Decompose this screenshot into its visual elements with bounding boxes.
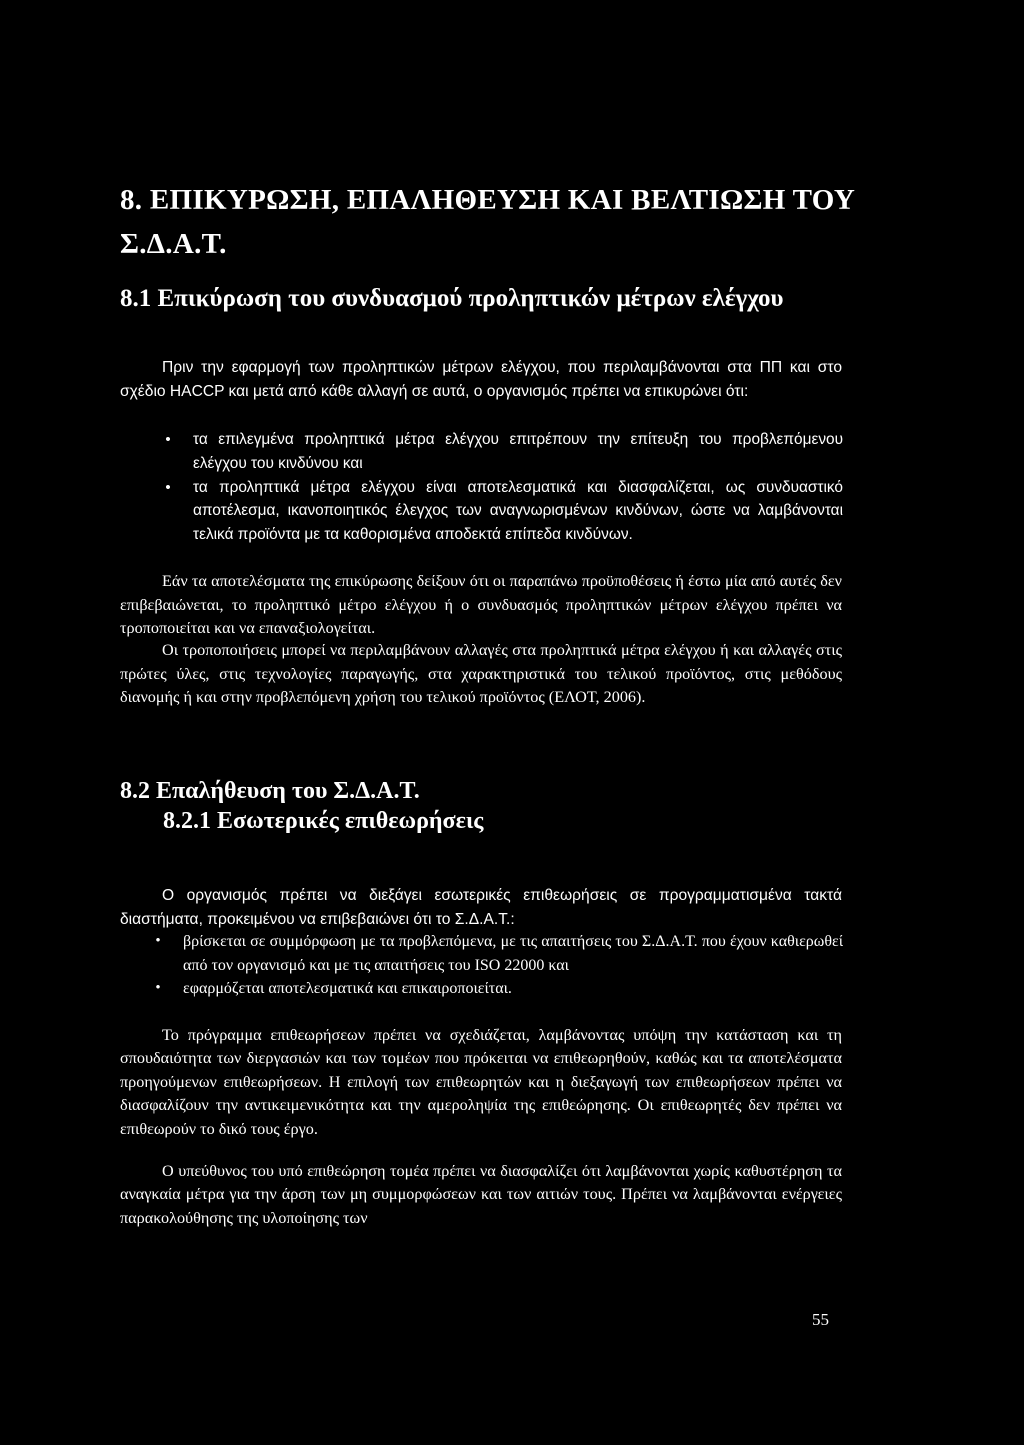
- bullet-text: εφαρμόζεται αποτελεσματικά και επικαιροποιείται.: [183, 980, 512, 997]
- section-8-1-bullet-list: [163, 428, 843, 547]
- list-item: [153, 977, 843, 1001]
- section-8-2-1-paragraph-1: Το πρόγραμμα επιθεωρήσεων πρέπει να σχεδιάζεται, λαμβάνοντας υπόψη την κατάσταση και τη σπουδαιότητα των διεργασιών και των τομέων που πρόκειται να επιθεωρηθούν, καθώς και τα αποτελέσματα προηγούμενων επιθεωρήσεων. Η επιλογή των επιθεωρητών και η διεξαγωγή των επιθεωρήσεων πρέπει να διασφαλίζουν την αντικειμενικότητα και την αμεροληψία της επιθεώρησης. Οι επιθεωρητές δεν πρέπει να επιθεωρούν το δικό τους έργο.: [120, 1026, 842, 1138]
- list-item: [163, 428, 843, 476]
- section-8-1-heading: 8.1 Επικύρωση του συνδυασμού προληπτικών μέτρων ελέγχου: [120, 285, 784, 312]
- bullet-text: τα προληπτικά μέτρα ελέγχου είναι αποτελεσματικά και διασφαλίζεται, ως συνδυαστικό αποτέλεσμα, ικανοποιητικός έλεγχος των αναγνωρισμένων κινδύνων, ώστε να λαμβάνονται τελικά προϊόντα με τα καθορισμένα αποδεκτά επίπεδα κινδύνων.: [193, 478, 843, 544]
- bullet-icon: •: [165, 431, 171, 448]
- list-item: [153, 930, 843, 977]
- section-8-1-paragraph-1: Εάν τα αποτελέσματα της επικύρωσης δείξουν ότι οι παραπάνω προϋποθέσεις ή έστω μία από αυτές δεν επιβεβαιώνεται, το προληπτικό μέτρο ελέγχου ή ο συνδυασμός προληπτικών μέτρων ελέγχου πρέπει να τροποποιείται και να επαναξιολογείται.: [120, 572, 842, 637]
- section-8-2-1-intro: Ο οργανισμός πρέπει να διεξάγει εσωτερικές επιθεωρήσεις σε προγραμματισμένα τακτά διαστήματα, προκειμένου να επιβεβαιώνει ότι το Σ.Δ.Α.Τ.:: [120, 887, 842, 928]
- page-number: 55: [812, 1310, 829, 1329]
- list-item: [163, 476, 843, 547]
- section-8-1-intro: Πριν την εφαρμογή των προληπτικών μέτρων ελέγχου, που περιλαμβάνονται στα ΠΠ και στο σχέδιο HACCP και μετά από κάθε αλλαγή σε αυτά, ο οργανισμός πρέπει να επικυρώνει ότι:: [120, 359, 842, 400]
- section-8-2-heading: 8.2 Επαλήθευση του Σ.Δ.Α.Τ.: [120, 778, 420, 804]
- bullet-icon: •: [155, 933, 161, 949]
- chapter-title: 8. ΕΠΙΚΥΡΩΣΗ, ΕΠΑΛΗΘΕΥΣΗ ΚΑΙ ΒΕΛΤΙΩΣΗ ΤΟΥ Σ.Δ.Α.Τ.: [120, 184, 856, 260]
- section-8-2-1-paragraph-2: Ο υπεύθυνος του υπό επιθεώρηση τομέα πρέπει να διασφαλίζει ότι λαμβάνονται χωρίς καθυστέρηση τα αναγκαία μέτρα για την άρση των μη συμμορφώσεων και των αιτιών τους. Πρέπει να λαμβάνονται ενέργειες παρακολούθησης της υλοποίησης των: [120, 1162, 842, 1227]
- section-8-2-1-heading: 8.2.1 Εσωτερικές επιθεωρήσεις: [163, 808, 484, 834]
- bullet-icon: •: [155, 980, 161, 996]
- bullet-text: βρίσκεται σε συμμόρφωση με τα προβλεπόμενα, με τις απαιτήσεις του Σ.Δ.Α.Τ. που έχουν καθιερωθεί από τον οργανισμό και με τις απαιτήσεις του ISO 22000 και: [183, 933, 843, 974]
- bullet-icon: •: [165, 478, 171, 496]
- bullet-text: τα επιλεγμένα προληπτικά μέτρα ελέγχου επιτρέπουν την επίτευξη του προβλεπόμενου ελέγχου του κινδύνου και: [193, 431, 843, 472]
- section-8-2-1-bullet-list: [153, 930, 843, 1001]
- section-8-1-paragraph-2: Οι τροποποιήσεις μπορεί να περιλαμβάνουν αλλαγές στα προληπτικά μέτρα ελέγχου ή και αλλαγές στις πρώτες ύλες, στις τεχνολογίες παραγωγής, στα χαρακτηριστικά του τελικού προϊόντος, στις μεθόδους διανομής ή και στην προβλεπόμενη χρήση του τελικού προϊόντος (ΕΛΟΤ, 2006).: [120, 641, 842, 707]
